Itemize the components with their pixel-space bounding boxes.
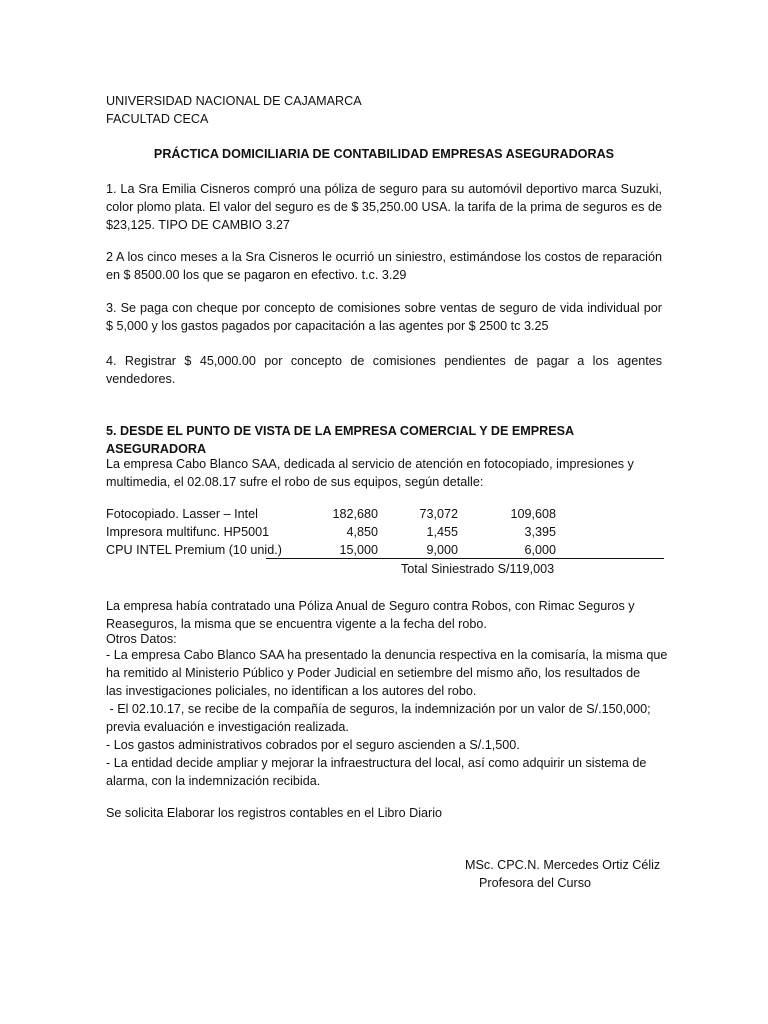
list-item — [106, 736, 662, 754]
signature-role: Profesora del Curso — [479, 876, 591, 890]
list-item-line: las investigaciones policiales, no identifican a los autores del robo. — [106, 684, 477, 698]
document-title: PRÁCTICA DOMICILIARIA DE CONTABILIDAD EMPRESAS ASEGURADORAS — [153, 147, 615, 161]
list-item-line: - Los gastos administrativos cobrados por el seguro ascienden a S/.1,500. — [106, 738, 520, 752]
equipment-name: Impresora multifunc. HP5001 — [106, 525, 270, 539]
policy-paragraph: La empresa había contratado una Póliza Anual de Seguro contra Robos, con Rimac Seguros y Reaseguros, la misma que se encuentra vigente a la fecha del robo. — [106, 599, 635, 631]
institution-header — [106, 92, 662, 128]
stolen-equipment-table — [106, 505, 666, 559]
exercise-item-2: 2 A los cinco meses a la Sra Cisneros le ocurrió un siniestro, estimándose los costos de reparación en $ 8500.00 los que se pagaron en efectivo. t.c. 3.29 — [106, 250, 662, 282]
exercise-item-1: 1. La Sra Emilia Cisneros compró una póliza de seguro para su automóvil deportivo marca Suzuki, color plomo plata. El valor del seguro es de $ 35,250.00 USA. la tarifa de la prima de seguros es de $23,125. TIPO DE CAMBIO 3.27 — [106, 182, 662, 232]
signature-name: MSc. CPC.N. Mercedes Ortiz Céliz — [465, 858, 661, 872]
equipment-cost: 15,000 — [339, 543, 378, 557]
equipment-net-value: 6,000 — [524, 543, 556, 557]
request-paragraph: Se solicita Elaborar los registros contables en el Libro Diario — [106, 806, 442, 820]
equipment-depreciation: 9,000 — [426, 543, 458, 557]
equipment-cost: 4,850 — [346, 525, 378, 539]
section-5-intro: La empresa Cabo Blanco SAA, dedicada al servicio de atención en fotocopiado, impresiones y multimedia, el 02.08.17 sufre el robo de sus equipos, según detalle: — [106, 457, 634, 489]
equipment-name: CPU INTEL Premium (10 unid.) — [106, 543, 282, 557]
otros-datos-list — [106, 646, 668, 790]
table-row — [106, 523, 666, 541]
equipment-cost: 182,680 — [332, 507, 378, 521]
equipment-depreciation: 1,455 — [426, 525, 458, 539]
list-item-line: - La entidad decide ampliar y mejorar la infraestructura del local, así como adquirir un sistema de — [106, 756, 647, 770]
list-item-line: alarma, con la indemnización recibida. — [106, 774, 321, 788]
section-5-heading: 5. DESDE EL PUNTO DE VISTA DE LA EMPRESA COMERCIAL Y DE EMPRESA ASEGURADORA — [106, 424, 574, 456]
list-item — [106, 754, 662, 790]
list-item — [106, 700, 662, 736]
list-item-line: - La empresa Cabo Blanco SAA ha presentado la denuncia respectiva en la comisaría, la misma que — [106, 648, 668, 662]
faculty-name: FACULTAD CECA — [106, 112, 209, 126]
exercise-item-3: 3. Se paga con cheque por concepto de comisiones sobre ventas de seguro de vida individual por $ 5,000 y los gastos pagados por capacitación a las agentes por $ 2500 tc 3.25 — [106, 301, 662, 333]
list-item-line: - El 02.10.17, se recibe de la compañía de seguros, la indemnización por un valor de S/.150,000; — [106, 702, 651, 716]
equipment-net-value: 3,395 — [524, 525, 556, 539]
equipment-net-value: 109,608 — [510, 507, 556, 521]
table-row — [106, 541, 666, 559]
equipment-name: Fotocopiado. Lasser – Intel — [106, 507, 258, 521]
university-name: UNIVERSIDAD NACIONAL DE CAJAMARCA — [106, 94, 362, 108]
list-item-line: ha remitido al Ministerio Público y Poder Judicial en setiembre del mismo año, los resultados de — [106, 666, 641, 680]
table-row — [106, 505, 666, 523]
exercise-item-4: 4. Registrar $ 45,000.00 por concepto de comisiones pendientes de pagar a los agentes vendedores. — [106, 354, 662, 386]
signature-block — [465, 856, 660, 892]
otros-datos-heading: Otros Datos: — [106, 632, 177, 646]
list-item-line: previa evaluación e investigación realizada. — [106, 720, 349, 734]
total-siniestrado: Total Siniestrado S/119,003 — [401, 562, 555, 576]
list-item — [106, 646, 668, 700]
equipment-depreciation: 73,072 — [419, 507, 458, 521]
table-total-divider — [266, 558, 664, 559]
